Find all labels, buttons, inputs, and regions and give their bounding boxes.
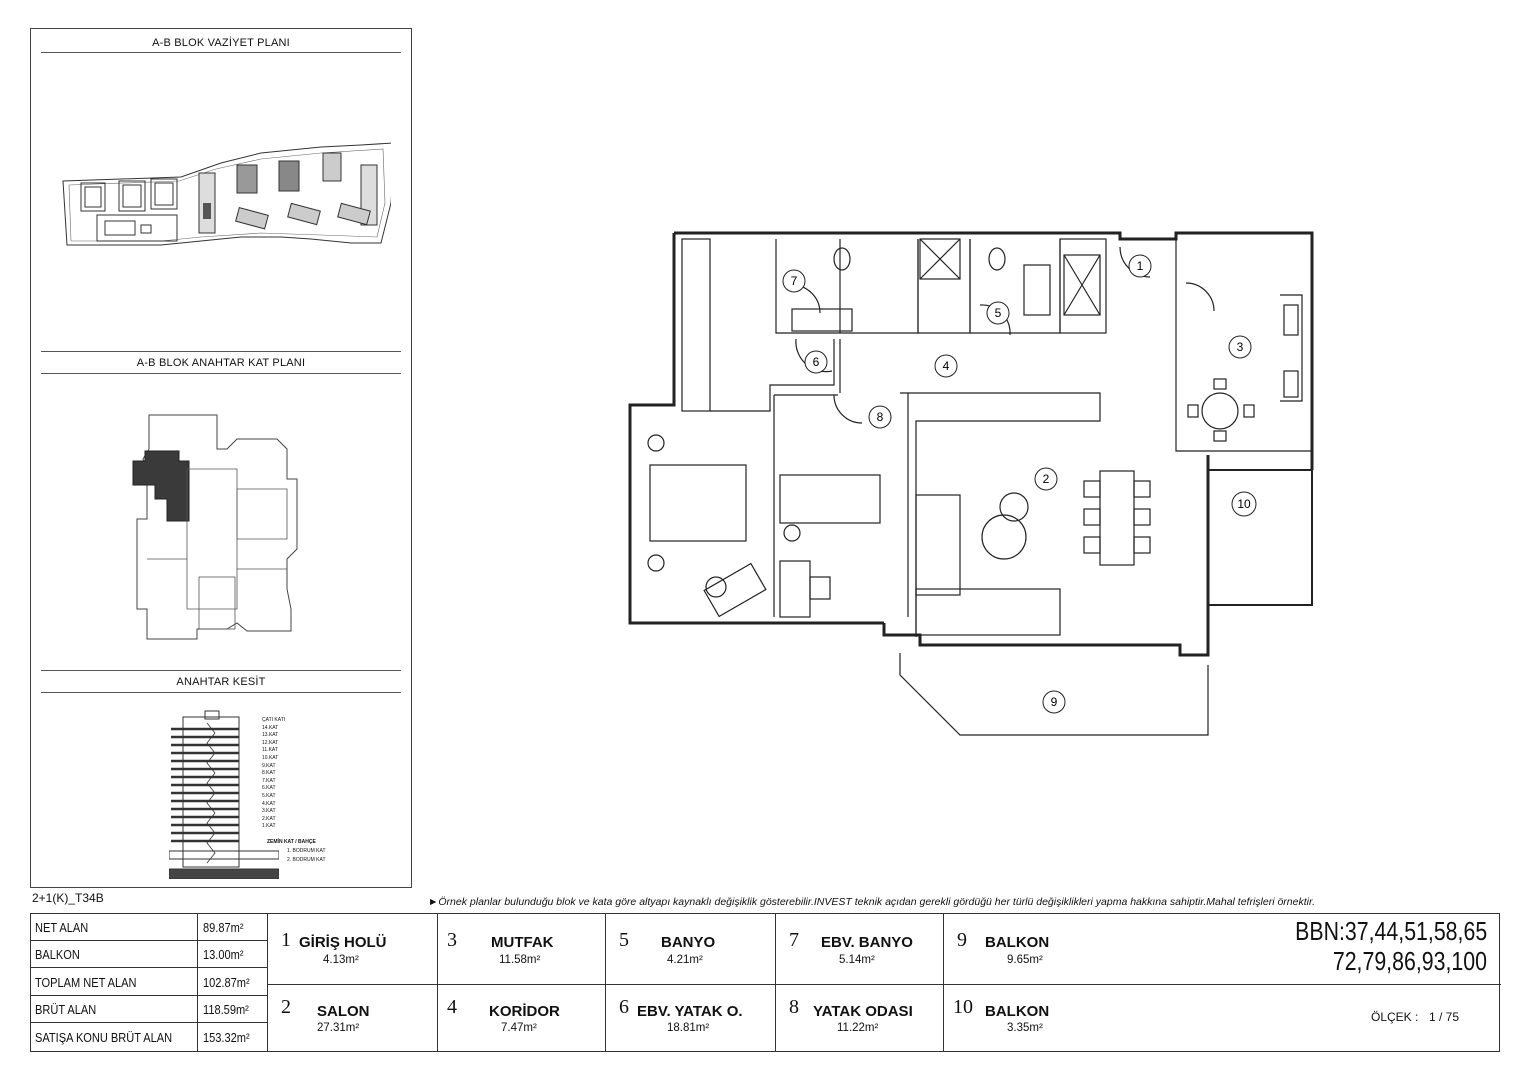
room-name: GİRİŞ HOLÜ	[299, 934, 387, 951]
room-num: 9	[957, 929, 967, 951]
room-area: 4.13m²	[323, 954, 359, 966]
divider	[267, 984, 1501, 985]
divider	[437, 914, 438, 1051]
area-table	[30, 913, 1500, 1052]
room-area: 18.81m²	[667, 1022, 710, 1034]
section-floor-labels: ÇATI KATI 14.KAT 13.KAT 12.KAT 11.KAT 10.KAT 9.KAT 8.KAT 7.KAT 6.KAT 5.KAT 4.KAT 3.KAT 2.KAT 1.KAT	[262, 717, 286, 830]
room-label-9: 9	[1050, 695, 1058, 709]
room-area: 27.31m²	[317, 1022, 360, 1034]
room-num: 10	[953, 996, 973, 1018]
room-area: 9.65m²	[1007, 954, 1043, 966]
area-value-total-net: 102.87m²	[203, 975, 250, 990]
disclaimer-note: ►Örnek planlar bulunduğu blok ve kata göre altyapı kaynaklı değişiklik gösterebilir.INVEST teknik açıdan gerekli gördüğü her türlü değişiklikleri yapma hakkına sahiptir.Mahal tefrişleri örnektir.	[428, 896, 1315, 908]
room-label-2: 2	[1042, 472, 1050, 486]
basement-1-label: 1. BODRUM KAT	[287, 848, 326, 854]
room-name: MUTFAK	[491, 934, 554, 951]
room-label-3: 3	[1236, 340, 1244, 354]
room-num: 4	[447, 996, 457, 1018]
room-num: 6	[619, 996, 629, 1018]
floor-plan-drawing	[620, 225, 1320, 745]
area-value-balcony: 13.00m²	[203, 947, 244, 962]
bbn-line-1: BBN:37,44,51,58,65	[1294, 916, 1487, 946]
room-area: 11.22m²	[837, 1022, 879, 1034]
area-value-net: 89.87m²	[203, 920, 244, 935]
area-label-total-net: TOPLAM NET ALAN	[35, 975, 137, 990]
room-num: 2	[281, 996, 291, 1018]
divider	[41, 692, 401, 693]
room-name: KORİDOR	[489, 1003, 560, 1020]
room-num: 1	[281, 929, 291, 951]
room-label-1: 1	[1136, 259, 1144, 273]
divider	[943, 914, 944, 1051]
divider	[31, 967, 267, 968]
room-label-10: 10	[1237, 497, 1251, 511]
room-name: EBV. BANYO	[821, 934, 913, 951]
area-label-net: NET ALAN	[35, 920, 89, 935]
scale-label: ÖLÇEK :	[1371, 1010, 1419, 1024]
key-floor-title: A-B BLOK ANAHTAR KAT PLANI	[136, 357, 306, 369]
key-floor-drawing	[127, 409, 327, 649]
room-num: 7	[789, 929, 799, 951]
scale-value: 1 / 75	[1429, 1010, 1460, 1024]
room-label-4: 4	[942, 359, 950, 373]
area-label-balcony: BALKON	[35, 947, 80, 962]
divider	[41, 670, 401, 671]
divider	[197, 914, 198, 1051]
divider	[41, 52, 401, 53]
divider	[41, 373, 401, 374]
section-title: ANAHTAR KESİT	[176, 676, 266, 688]
divider	[31, 940, 267, 941]
key-plans-panel	[30, 28, 412, 888]
room-num: 3	[447, 929, 457, 951]
room-label-7: 7	[790, 274, 798, 288]
divider	[267, 914, 268, 1051]
room-name: BALKON	[985, 1003, 1050, 1020]
site-plan-title: A-B BLOK VAZİYET PLANI	[152, 37, 290, 49]
room-area: 7.47m²	[501, 1022, 537, 1034]
room-name: SALON	[317, 1003, 370, 1020]
room-name: BANYO	[661, 934, 716, 951]
ground-floor-label: ZEMİN KAT / BAHÇE	[267, 839, 316, 845]
bbn-line-2: 72,79,86,93,100	[1332, 946, 1487, 976]
divider	[605, 914, 606, 1051]
area-value-sale-gross: 153.32m²	[203, 1030, 250, 1045]
room-area: 4.21m²	[667, 954, 703, 966]
divider	[775, 914, 776, 1051]
plan-code: 2+1(K)_T34B	[32, 891, 104, 905]
room-area: 5.14m²	[839, 954, 875, 966]
site-plan-drawing	[61, 133, 391, 253]
divider	[31, 995, 267, 996]
area-label-sale-gross: SATIŞA KONU BRÜT ALAN	[35, 1030, 173, 1045]
room-name: BALKON	[985, 934, 1050, 951]
room-label-5: 5	[994, 306, 1002, 320]
divider	[41, 351, 401, 352]
room-area: 3.35m²	[1007, 1022, 1043, 1034]
divider	[31, 1022, 267, 1023]
room-name: EBV. YATAK O.	[637, 1003, 743, 1020]
room-name: YATAK ODASI	[813, 1003, 913, 1020]
room-num: 8	[789, 996, 799, 1018]
room-label-8: 8	[876, 410, 884, 424]
room-num: 5	[619, 929, 629, 951]
area-value-gross: 118.59m²	[203, 1002, 249, 1017]
basement-2-label: 2. BODRUM KAT	[287, 857, 326, 863]
room-label-6: 6	[812, 355, 820, 369]
room-area: 11.58m²	[499, 954, 541, 966]
area-label-gross: BRÜT ALAN	[35, 1002, 97, 1017]
